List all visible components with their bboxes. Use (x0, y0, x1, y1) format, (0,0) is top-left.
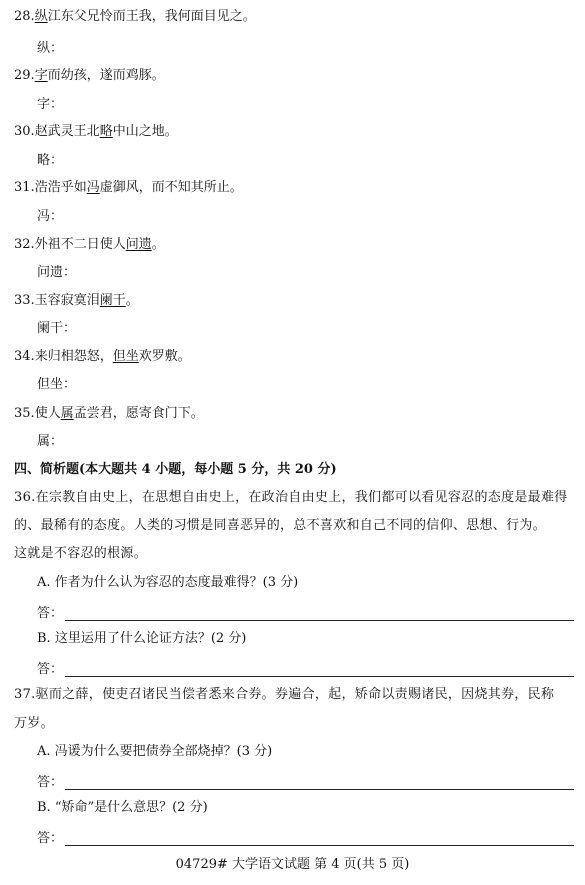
answer-line-36a[interactable] (37, 603, 574, 621)
question-37-line-1: 37.驱而之薛，使吏召诸民当偿者悉来合券。券遍合，起，矫命以责赐诸民，因烧其券，民称 (14, 687, 555, 702)
answer-prompt-32: 问遗： (37, 265, 77, 280)
answer-prompt-31: 冯： (37, 209, 64, 224)
answer-prompt-35: 属： (37, 434, 64, 449)
answer-label: 答： (37, 831, 64, 846)
underlined-term: 略 (99, 124, 113, 139)
answer-label: 答： (37, 606, 64, 621)
question-29: 29.字而幼孩，遂而鸡豚。 (14, 68, 165, 83)
underlined-term: 冯 (86, 180, 100, 195)
underlined-term: 阑干 (99, 293, 126, 308)
question-36-line-3: 这就是不容忍的根源。 (14, 546, 148, 561)
answer-line-36b[interactable] (37, 659, 574, 677)
answer-label: 答： (37, 662, 64, 677)
answer-line-37b[interactable] (37, 828, 574, 846)
question-36-part-b: B. 这里运用了什么论证方法？(2 分) (37, 631, 247, 646)
answer-prompt-29: 字： (37, 97, 64, 112)
underlined-term: 问遗 (125, 237, 152, 252)
question-36-line-1: 36.在宗教自由史上，在思想自由史上，在政治自由史上，我们都可以看见容忍的态度是最难得 (14, 490, 568, 505)
answer-rule[interactable] (65, 608, 574, 621)
question-34: 34.来归相怨怒，但坐欢罗敷。 (14, 349, 191, 364)
underlined-term: 但坐 (112, 349, 139, 364)
question-37-part-b: B. “矫命”是什么意思？(2 分) (37, 800, 208, 815)
underlined-term: 字 (34, 68, 48, 83)
question-31: 31.浩浩乎如冯虚御风，而不知其所止。 (14, 180, 243, 195)
question-32: 32.外祖不二日使人问遗。 (14, 237, 165, 252)
page-footer: 04729# 大学语文试题 第 4 页(共 5 页) (175, 857, 410, 872)
underlined-term: 纵 (34, 9, 48, 24)
answer-prompt-30: 略： (37, 153, 64, 168)
section-heading: 四、简析题(本大题共 4 小题，每小题 5 分，共 20 分) (14, 462, 337, 477)
question-30: 30.赵武灵王北略中山之地。 (14, 124, 178, 139)
answer-prompt-28: 纵： (37, 41, 64, 56)
answer-prompt-34: 但坐： (37, 377, 77, 392)
question-35: 35.使人属孟尝君，愿寄食门下。 (14, 406, 204, 421)
question-37-line-2: 万岁。 (14, 716, 54, 731)
answer-rule[interactable] (65, 777, 574, 790)
question-33: 33.玉容寂寞泪阑干。 (14, 293, 139, 308)
underlined-term: 属 (60, 406, 74, 421)
question-36-line-2: 的、最稀有的态度。人类的习惯是同喜恶异的，总不喜欢和自己不同的信仰、思想、行为。 (14, 518, 547, 533)
question-37-part-a: A. 冯谖为什么要把债券全部烧掉？(3 分) (37, 744, 273, 759)
answer-rule[interactable] (65, 664, 574, 677)
answer-label: 答： (37, 775, 64, 790)
question-28: 28.纵江东父兄怜而王我，我何面目见之。 (14, 9, 256, 24)
answer-rule[interactable] (65, 833, 574, 846)
answer-prompt-33: 阑干： (37, 321, 77, 336)
answer-line-37a[interactable] (37, 772, 574, 790)
question-36-part-a: A. 作者为什么认为容忍的态度最难得？(3 分) (37, 575, 299, 590)
